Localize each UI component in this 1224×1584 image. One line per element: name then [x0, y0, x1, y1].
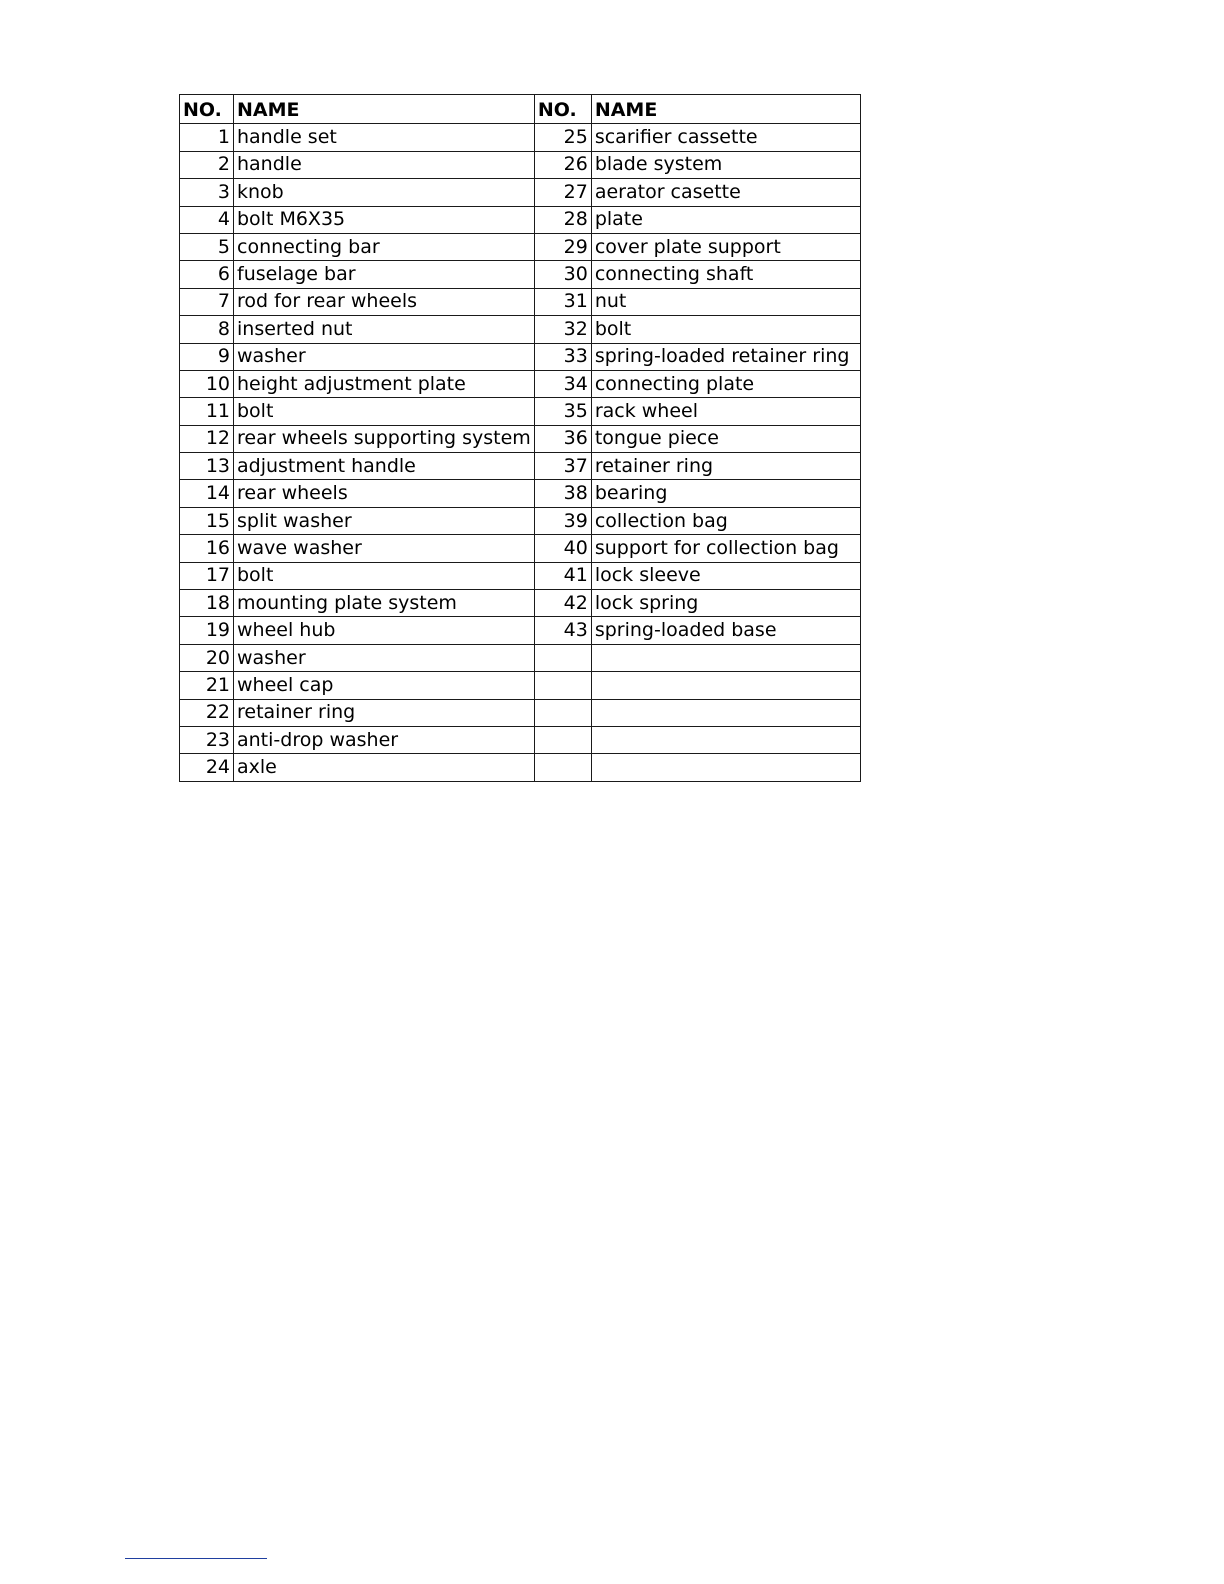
part-number-left: 4	[180, 206, 234, 233]
footnote-rule	[125, 1558, 267, 1559]
part-name-left: bolt M6X35	[234, 206, 535, 233]
part-number-left: 14	[180, 480, 234, 507]
part-name-right: lock sleeve	[591, 562, 860, 589]
part-number-right	[534, 754, 591, 781]
part-name-right: connecting plate	[591, 370, 860, 397]
part-number-right: 25	[534, 124, 591, 151]
part-number-left: 18	[180, 590, 234, 617]
part-number-left: 20	[180, 644, 234, 671]
part-name-left: knob	[234, 179, 535, 206]
table-row	[180, 151, 861, 178]
table-row	[180, 343, 861, 370]
table-row	[180, 316, 861, 343]
part-number-left: 3	[180, 179, 234, 206]
part-number-right	[534, 726, 591, 753]
part-name-right: bearing	[591, 480, 860, 507]
part-name-left: fuselage bar	[234, 261, 535, 288]
part-number-left: 13	[180, 453, 234, 480]
part-name-left: adjustment handle	[234, 453, 535, 480]
part-name-left: split washer	[234, 507, 535, 534]
table-row	[180, 425, 861, 452]
part-number-right: 31	[534, 288, 591, 315]
part-number-right: 35	[534, 398, 591, 425]
table-row	[180, 644, 861, 671]
part-name-right: nut	[591, 288, 860, 315]
table-row	[180, 206, 861, 233]
part-number-right: 29	[534, 233, 591, 260]
part-number-left: 22	[180, 699, 234, 726]
part-name-left: bolt	[234, 562, 535, 589]
table-row	[180, 261, 861, 288]
part-number-right	[534, 644, 591, 671]
part-name-left: washer	[234, 343, 535, 370]
part-number-left: 16	[180, 535, 234, 562]
table-row	[180, 398, 861, 425]
part-number-right: 34	[534, 370, 591, 397]
part-number-left: 2	[180, 151, 234, 178]
part-number-left: 17	[180, 562, 234, 589]
part-name-left: rear wheels supporting system	[234, 425, 535, 452]
part-name-left: rear wheels	[234, 480, 535, 507]
part-name-right: plate	[591, 206, 860, 233]
header-row	[180, 95, 861, 124]
part-name-right: cover plate support	[591, 233, 860, 260]
part-name-left: wheel hub	[234, 617, 535, 644]
part-number-left: 24	[180, 754, 234, 781]
table-row	[180, 672, 861, 699]
part-name-right: connecting shaft	[591, 261, 860, 288]
part-number-left: 9	[180, 343, 234, 370]
part-number-right: 27	[534, 179, 591, 206]
part-name-right: aerator casette	[591, 179, 860, 206]
part-number-left: 15	[180, 507, 234, 534]
part-name-left: mounting plate system	[234, 590, 535, 617]
part-number-left: 7	[180, 288, 234, 315]
header-no-left: NO.	[180, 95, 234, 124]
part-name-left: washer	[234, 644, 535, 671]
part-number-right: 41	[534, 562, 591, 589]
part-name-left: anti-drop washer	[234, 726, 535, 753]
table-row	[180, 507, 861, 534]
part-name-right: lock spring	[591, 590, 860, 617]
part-name-right: scarifier cassette	[591, 124, 860, 151]
table-row	[180, 179, 861, 206]
part-name-left: retainer ring	[234, 699, 535, 726]
part-name-right: tongue piece	[591, 425, 860, 452]
part-number-left: 10	[180, 370, 234, 397]
part-number-right: 43	[534, 617, 591, 644]
part-number-right: 28	[534, 206, 591, 233]
part-number-right: 33	[534, 343, 591, 370]
part-number-right: 36	[534, 425, 591, 452]
part-name-left: handle set	[234, 124, 535, 151]
table-row	[180, 726, 861, 753]
header-name-left: NAME	[234, 95, 535, 124]
parts-body	[180, 124, 861, 781]
part-name-left: height adjustment plate	[234, 370, 535, 397]
part-name-left: handle	[234, 151, 535, 178]
part-name-left: bolt	[234, 398, 535, 425]
part-name-left: inserted nut	[234, 316, 535, 343]
table-row	[180, 699, 861, 726]
part-name-right: spring-loaded base	[591, 617, 860, 644]
table-row	[180, 288, 861, 315]
part-number-left: 8	[180, 316, 234, 343]
part-name-right	[591, 754, 860, 781]
part-name-left: wave washer	[234, 535, 535, 562]
part-number-right: 38	[534, 480, 591, 507]
part-number-left: 23	[180, 726, 234, 753]
part-name-right	[591, 699, 860, 726]
part-name-right: blade system	[591, 151, 860, 178]
part-number-left: 5	[180, 233, 234, 260]
part-number-left: 19	[180, 617, 234, 644]
table-row	[180, 562, 861, 589]
part-number-left: 12	[180, 425, 234, 452]
header-no-right: NO.	[534, 95, 591, 124]
parts-table	[179, 94, 861, 782]
part-name-left: rod for rear wheels	[234, 288, 535, 315]
part-name-right	[591, 726, 860, 753]
table-row	[180, 535, 861, 562]
part-number-right	[534, 672, 591, 699]
part-number-right: 26	[534, 151, 591, 178]
table-row	[180, 233, 861, 260]
table-row	[180, 617, 861, 644]
part-number-left: 6	[180, 261, 234, 288]
table-row	[180, 754, 861, 781]
part-number-right: 40	[534, 535, 591, 562]
part-name-left: connecting bar	[234, 233, 535, 260]
part-name-left: axle	[234, 754, 535, 781]
part-number-right	[534, 699, 591, 726]
part-name-right: support for collection bag	[591, 535, 860, 562]
part-number-left: 11	[180, 398, 234, 425]
part-number-right: 37	[534, 453, 591, 480]
part-name-left: wheel cap	[234, 672, 535, 699]
table-row	[180, 480, 861, 507]
part-number-right: 32	[534, 316, 591, 343]
part-number-right: 42	[534, 590, 591, 617]
part-name-right: spring-loaded retainer ring	[591, 343, 860, 370]
header-name-right: NAME	[591, 95, 860, 124]
part-number-left: 21	[180, 672, 234, 699]
part-name-right: rack wheel	[591, 398, 860, 425]
part-name-right	[591, 672, 860, 699]
part-name-right	[591, 644, 860, 671]
table-row	[180, 370, 861, 397]
part-name-right: collection bag	[591, 507, 860, 534]
table-row	[180, 453, 861, 480]
part-number-right: 39	[534, 507, 591, 534]
table-row	[180, 590, 861, 617]
part-number-left: 1	[180, 124, 234, 151]
part-number-right: 30	[534, 261, 591, 288]
table-row	[180, 124, 861, 151]
part-name-right: retainer ring	[591, 453, 860, 480]
part-name-right: bolt	[591, 316, 860, 343]
